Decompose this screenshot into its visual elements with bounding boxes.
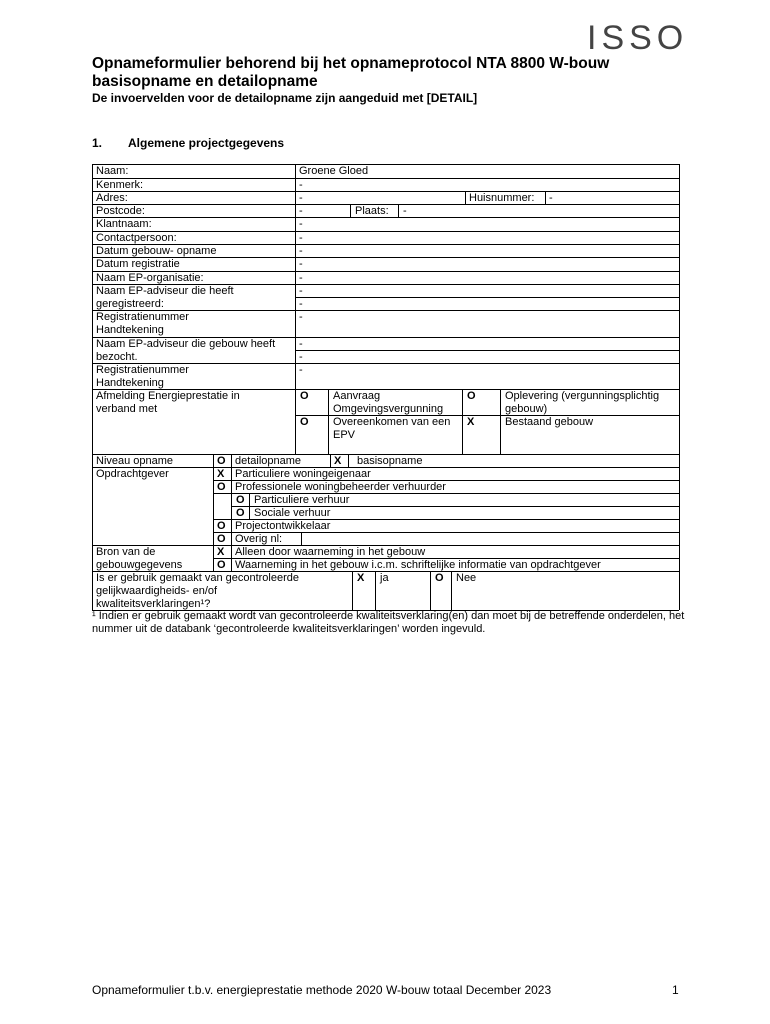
field-value-adviseur-geregistreerd[interactable]: - (299, 285, 303, 297)
niveau-detail-checkbox[interactable]: O (217, 455, 226, 467)
huisnummer-label: Huisnummer: (469, 192, 535, 204)
section-number: 1. (92, 136, 103, 150)
opdrachtgever-projectontwikkelaar-checkbox[interactable]: O (217, 520, 226, 532)
field-value-kenmerk[interactable]: - (299, 179, 303, 191)
field-value-adviseur-bezocht-2[interactable]: - (299, 351, 303, 363)
bron-label-2: gebouwgegevens (96, 559, 183, 571)
niveau-label: Niveau opname (96, 455, 174, 467)
opdrachtgever-sociale-verhuur-label: Sociale verhuur (254, 507, 331, 519)
field-label-adviseur-geregistreerd: Naam EP-adviseur die heeft (96, 285, 234, 297)
bron-waarneming-label: Alleen door waarneming in het gebouw (235, 546, 426, 558)
field-label-datum-registratie: Datum registratie (96, 258, 180, 270)
page-title: Opnameformulier behorend bij het opnameprotocol NTA 8800 W-bouw basisopname en detailopname (92, 55, 610, 90)
niveau-detail-label: detailopname (235, 455, 302, 467)
afmelding-oplevering-label-2: gebouw) (505, 403, 548, 415)
opdrachtgever-label: Opdrachtgever (96, 468, 169, 480)
plaats-value[interactable]: - (403, 205, 407, 217)
huisnummer-value[interactable]: - (549, 192, 553, 204)
gebruik-label-3: kwaliteitsverklaringen¹? (96, 598, 211, 610)
opdrachtgever-professioneel-label: Professionele woningbeheerder verhuurder (235, 481, 446, 493)
bron-label: Bron van de (96, 546, 156, 558)
afmelding-epv-label: Overeenkomen van een (333, 416, 451, 428)
field-label-registratienummer-2: Registratienummer (96, 364, 189, 376)
field-value-ep-organisatie[interactable]: - (299, 272, 303, 284)
field-label-klantnaam: Klantnaam: (96, 218, 152, 230)
gebruik-label: Is er gebruik gemaakt van gecontroleerde (96, 572, 300, 584)
afmelding-bestaand-label: Bestaand gebouw (505, 416, 594, 428)
afmelding-aanvraag-label: Aanvraag (333, 390, 381, 402)
opdrachtgever-overig-label: Overig nl: (235, 533, 283, 545)
page-subtitle: De invoervelden voor de detailopname zijn aangeduid met [DETAIL] (92, 91, 478, 105)
opdrachtgever-particuliere-verhuur-checkbox[interactable]: O (236, 494, 245, 506)
field-value-datum-opname[interactable]: - (299, 245, 303, 257)
opdrachtgever-particulier-label: Particuliere woningeigenaar (235, 468, 371, 480)
afmelding-epv-label-2: EPV (333, 429, 356, 441)
afmelding-oplevering-label: Oplevering (vergunningsplichtig (505, 390, 660, 402)
bron-schriftelijk-label: Waarneming in het gebouw i.c.m. schriftelijke informatie van opdrachtgever (235, 559, 601, 571)
field-value-registratienummer-1[interactable]: - (299, 311, 303, 323)
gebruik-label-2: gelijkwaardigheids- en/of (96, 585, 218, 597)
field-label-handtekening-2: Handtekening (96, 377, 164, 389)
field-label-ep-organisatie: Naam EP-organisatie: (96, 272, 204, 284)
afmelding-label-2: verband met (96, 403, 158, 415)
niveau-basis-label: basisopname (357, 455, 423, 467)
afmelding-epv-checkbox[interactable]: O (300, 416, 309, 428)
section-title: Algemene projectgegevens (128, 136, 285, 150)
field-value-registratienummer-2[interactable]: - (299, 364, 303, 376)
plaats-label: Plaats: (355, 205, 389, 217)
gebruik-nee-label: Nee (456, 572, 477, 584)
field-label-naam: Naam: (96, 165, 129, 177)
field-label-adres: Adres: (96, 192, 128, 204)
afmelding-aanvraag-label-2: Omgevingsvergunning (333, 403, 444, 415)
field-label-adviseur-bezocht-2: bezocht. (96, 351, 138, 363)
opdrachtgever-sociale-verhuur-checkbox[interactable]: O (236, 507, 245, 519)
afmelding-aanvraag-checkbox[interactable]: O (300, 390, 309, 402)
page-footer: Opnameformulier t.b.v. energieprestatie methode 2020 W-bouw totaal December 2023 (92, 983, 552, 997)
gebruik-ja-checkbox[interactable]: X (357, 572, 365, 584)
opdrachtgever-overig-checkbox[interactable]: O (217, 533, 226, 545)
field-label-contactpersoon: Contactpersoon: (96, 232, 177, 244)
footnote: ¹ Indien er gebruik gemaakt wordt van gecontroleerde kwaliteitsverklaring(en) dan moet bij de betreffende onderdelen, het nummer uit de databank ‘gecontroleerde kwaliteitsverklaringen’ worden ingevuld. (92, 610, 685, 635)
field-label-handtekening-1: Handtekening (96, 324, 164, 336)
isso-logo: ISSO (587, 19, 689, 57)
field-label-postcode: Postcode: (96, 205, 145, 217)
field-value-adviseur-geregistreerd-2[interactable]: - (299, 298, 303, 310)
field-label-datum-opname: Datum gebouw- opname (96, 245, 217, 257)
afmelding-bestaand-checkbox[interactable]: X (467, 416, 475, 428)
field-value-adviseur-bezocht[interactable]: - (299, 338, 303, 350)
field-value-naam[interactable]: Groene Gloed (299, 165, 369, 177)
afmelding-label: Afmelding Energieprestatie in (96, 390, 240, 402)
section-heading (92, 136, 284, 150)
field-value-postcode[interactable]: - (299, 205, 303, 217)
bron-waarneming-checkbox[interactable]: X (217, 546, 225, 558)
gebruik-nee-checkbox[interactable]: O (435, 572, 444, 584)
bron-schriftelijk-checkbox[interactable]: O (217, 559, 226, 571)
field-label-adviseur-geregistreerd-2: geregistreerd: (96, 298, 164, 310)
afmelding-oplevering-checkbox[interactable]: O (467, 390, 476, 402)
gebruik-ja-label: ja (380, 572, 389, 584)
page-number: 1 (672, 983, 679, 997)
field-value-adres[interactable]: - (299, 192, 303, 204)
opdrachtgever-professioneel-checkbox[interactable]: O (217, 481, 226, 493)
field-label-registratienummer-1: Registratienummer (96, 311, 189, 323)
field-label-adviseur-bezocht: Naam EP-adviseur die gebouw heeft (96, 338, 276, 350)
opdrachtgever-projectontwikkelaar-label: Projectontwikkelaar (235, 520, 331, 532)
field-value-klantnaam[interactable]: - (299, 218, 303, 230)
field-value-datum-registratie[interactable]: - (299, 258, 303, 270)
field-value-contactpersoon[interactable]: - (299, 232, 303, 244)
field-label-kenmerk: Kenmerk: (96, 179, 144, 191)
niveau-basis-checkbox[interactable]: X (334, 455, 342, 467)
opdrachtgever-particulier-checkbox[interactable]: X (217, 468, 225, 480)
opdrachtgever-particuliere-verhuur-label: Particuliere verhuur (254, 494, 350, 506)
